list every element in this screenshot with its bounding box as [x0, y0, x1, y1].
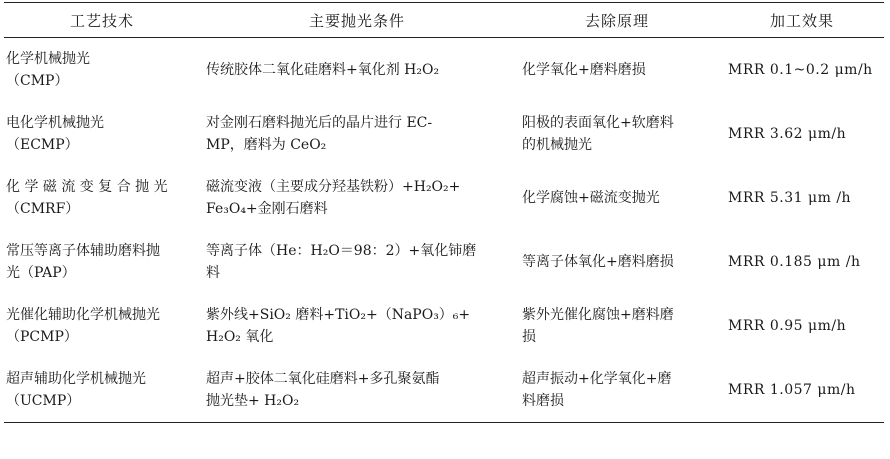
cell-principle — [514, 102, 720, 166]
cell-technique-line: （UCMP） — [6, 393, 81, 409]
cell-technique-line: 超声辅助化学机械抛光 — [6, 371, 146, 387]
cell-condition-line: 抛光垫+ H₂O₂ — [206, 393, 300, 409]
cell-condition — [200, 230, 514, 294]
table-row — [4, 358, 884, 423]
cell-condition — [200, 166, 514, 230]
header-principle: 去除原理 — [584, 11, 649, 30]
cell-condition-line: 磁流变液（主要成分羟基铁粉）+H₂O₂+ — [206, 179, 461, 195]
cell-principle-line: 超声振动+化学氧化+磨 — [522, 371, 672, 387]
cell-condition — [200, 38, 514, 103]
cell-technique-line: （ECMP） — [6, 137, 79, 153]
cell-principle-line: 料磨损 — [522, 393, 564, 409]
cell-principle-line: 紫外光催化腐蚀+磨料磨 — [522, 307, 674, 323]
table-row — [4, 294, 884, 358]
header-technique: 工艺技术 — [69, 11, 134, 30]
cell-principle-line: 损 — [522, 329, 536, 345]
cell-technique — [4, 358, 200, 423]
cell-effect — [720, 294, 884, 358]
table-row — [4, 102, 884, 166]
process-comparison-table-container — [4, 2, 884, 423]
cell-condition — [200, 358, 514, 423]
cell-effect-value: MRR 0.1~0.2 μm/h — [728, 62, 873, 78]
cell-technique — [4, 102, 200, 166]
cell-condition — [200, 102, 514, 166]
cell-principle-line: 阳极的表面氧化+软磨料 — [522, 115, 674, 131]
cell-technique — [4, 166, 200, 230]
cell-technique-line: 化 学 磁 流 变 复 合 抛 光 — [6, 179, 168, 195]
cell-principle — [514, 166, 720, 230]
cell-effect-value: MRR 0.95 μm/h — [728, 318, 847, 334]
cell-technique-line: 光催化辅助化学机械抛光 — [6, 307, 160, 323]
cell-condition-line: Fe₃O₄+金刚石磨料 — [206, 201, 328, 217]
table-row — [4, 166, 884, 230]
cell-technique-line: （CMRF） — [6, 201, 80, 217]
cell-condition-line: 等离子体（He：H₂O＝98：2）+氧化铈磨 — [206, 243, 477, 259]
cell-technique-line: 光（PAP） — [6, 265, 76, 281]
cell-principle-line: 等离子体氧化+磨料磨损 — [522, 254, 674, 270]
cell-condition-line: 对金刚石磨料抛光后的晶片进行 EC- — [206, 115, 433, 131]
cell-technique — [4, 230, 200, 294]
header-condition: 主要抛光条件 — [308, 11, 405, 30]
table-header — [4, 3, 884, 38]
cell-condition-line: H₂O₂ 氧化 — [206, 329, 274, 345]
cell-effect-value: MRR 5.31 μm /h — [728, 190, 852, 206]
cell-condition-line: 超声+胶体二氧化硅磨料+多孔聚氨酯 — [206, 371, 440, 387]
cell-condition — [200, 294, 514, 358]
header-row — [4, 3, 884, 38]
cell-technique-line: 化学机械抛光 — [6, 51, 90, 67]
cell-principle-line: 的机械抛光 — [522, 137, 592, 153]
cell-technique-line: （PCMP） — [6, 329, 78, 345]
cell-effect-value: MRR 3.62 μm/h — [728, 126, 847, 142]
cell-technique — [4, 294, 200, 358]
cell-effect-value: MRR 0.185 μm /h — [728, 254, 861, 270]
cell-principle — [514, 358, 720, 423]
cell-effect — [720, 38, 884, 103]
cell-principle — [514, 230, 720, 294]
cell-condition-line: 料 — [206, 265, 220, 281]
cell-effect — [720, 166, 884, 230]
cell-technique-line: （CMP） — [6, 73, 69, 89]
header-effect: 加工效果 — [769, 11, 834, 30]
cell-technique-line: 电化学机械抛光 — [6, 115, 104, 131]
cell-effect — [720, 230, 884, 294]
cell-principle — [514, 38, 720, 103]
cell-technique-line: 常压等离子体辅助磨料抛 — [6, 243, 160, 259]
cell-effect — [720, 358, 884, 423]
cell-technique — [4, 38, 200, 103]
table-row — [4, 230, 884, 294]
cell-condition-line: 紫外线+SiO₂ 磨料+TiO₂+（NaPO₃）₆+ — [206, 307, 471, 323]
cell-principle-line: 化学腐蚀+磁流变抛光 — [522, 190, 660, 206]
cell-principle-line: 化学氧化+磨料磨损 — [522, 62, 646, 78]
table-body — [4, 38, 884, 423]
process-comparison-table — [4, 2, 884, 423]
table-row — [4, 38, 884, 103]
cell-condition-line: 传统胶体二氧化硅磨料+氧化剂 H₂O₂ — [206, 62, 440, 78]
cell-principle — [514, 294, 720, 358]
cell-effect-value: MRR 1.057 μm/h — [728, 382, 856, 398]
cell-effect — [720, 102, 884, 166]
cell-condition-line: MP，磨料为 CeO₂ — [206, 137, 327, 153]
